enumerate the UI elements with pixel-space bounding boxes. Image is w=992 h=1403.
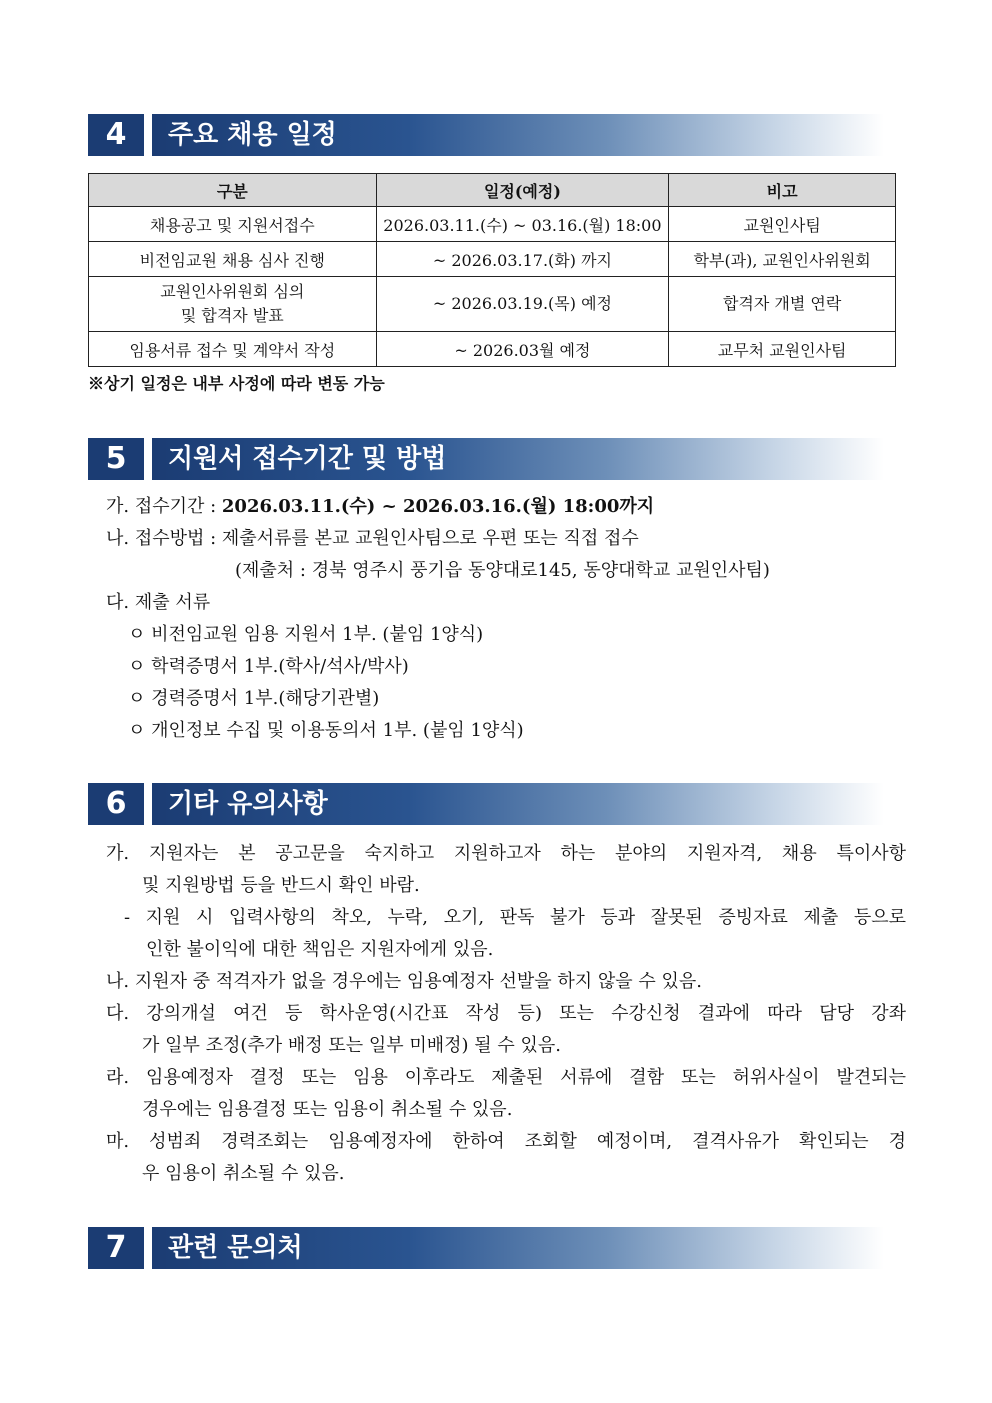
section-5-header	[88, 438, 884, 480]
table-row	[89, 207, 896, 242]
section-number: 4	[88, 114, 144, 156]
doc-item: ㅇ 비전임교원 임용 지원서 1부. (붙임 1양식)	[128, 624, 484, 645]
table-cell: 합격자 개별 연락	[669, 277, 896, 332]
notice-line: 우 임용이 취소될 수 있음.	[142, 1163, 345, 1184]
period-label: 가. 접수기간 :	[106, 496, 222, 517]
section-number: 5	[88, 438, 144, 480]
notice-line: 및 지원방법 등을 반드시 확인 바람.	[142, 875, 420, 896]
notice-line: 경우에는 임용결정 또는 임용이 취소될 수 있음.	[142, 1099, 513, 1120]
period-value: 2026.03.11.(수) ~ 2026.03.16.(월) 18:00까지	[221, 496, 655, 517]
method-line: 나. 접수방법 : 제출서류를 본교 교원인사팀으로 우편 또는 직접 접수	[106, 528, 639, 549]
table-cell: 학부(과), 교원인사위원회	[669, 242, 896, 277]
column-header: 일정(예정)	[376, 174, 669, 207]
table-cell: 교무처 교원인사팀	[669, 332, 896, 367]
table-cell: 2026.03.11.(수) ~ 03.16.(월) 18:00	[376, 207, 669, 242]
docs-title: 다. 제출 서류	[106, 592, 211, 613]
table-row	[89, 242, 896, 277]
section-title: 주요 채용 일정	[152, 114, 884, 156]
notice-line: 마. 성범죄 경력조회는 임용예정자에 한하여 조회할 예정이며, 결격사유가 확인되는 경	[106, 1131, 906, 1152]
schedule-note: ※상기 일정은 내부 사정에 따라 변동 가능	[88, 374, 385, 393]
table-cell: ~ 2026.03.17.(화) 까지	[376, 242, 669, 277]
notice-line: 가. 지원자는 본 공고문을 숙지하고 지원하고자 하는 분야의 지원자격, 채용 특이사항	[106, 843, 906, 864]
notice-line: 가 일부 조정(추가 배정 또는 일부 미배정) 될 수 있음.	[142, 1035, 562, 1056]
doc-item: ㅇ 개인정보 수집 및 이용동의서 1부. (붙임 1양식)	[128, 720, 524, 741]
table-cell: ~ 2026.03월 예정	[376, 332, 669, 367]
cell-line: 교원인사위원회 심의	[160, 282, 305, 301]
notice-line: 다. 강의개설 여건 등 학사운영(시간표 작성 등) 또는 수강신청 결과에 따라 담당 강좌	[106, 1003, 906, 1024]
section-6-header	[88, 783, 884, 825]
cell-line: 및 합격자 발표	[180, 306, 284, 325]
section-title: 지원서 접수기간 및 방법	[152, 438, 884, 480]
table-cell	[89, 277, 377, 332]
table-cell: 교원인사팀	[669, 207, 896, 242]
table-cell: 채용공고 및 지원서접수	[89, 207, 377, 242]
table-row	[89, 277, 896, 332]
schedule-table	[88, 173, 896, 367]
notice-line: 인한 불이익에 대한 책임은 지원자에게 있음.	[146, 939, 494, 960]
column-header: 비고	[669, 174, 896, 207]
column-header: 구분	[89, 174, 377, 207]
table-cell: 비전임교원 채용 심사 진행	[89, 242, 377, 277]
section-7-header	[88, 1227, 884, 1269]
notice-line: 라. 임용예정자 결정 또는 임용 이후라도 제출된 서류에 결함 또는 허위사실이 발견되는	[106, 1067, 906, 1088]
section-number: 7	[88, 1227, 144, 1269]
doc-item: ㅇ 학력증명서 1부.(학사/석사/박사)	[128, 656, 409, 677]
notice-line: 나. 지원자 중 적격자가 없을 경우에는 임용예정자 선발을 하지 않을 수 있음.	[106, 971, 703, 992]
doc-item: ㅇ 경력증명서 1부.(해당기관별)	[128, 688, 380, 709]
notice-line: - 지원 시 입력사항의 착오, 누락, 오기, 판독 불가 등과 잘못된 증빙자료 제출 등으로	[124, 907, 906, 928]
section-title: 기타 유의사항	[152, 783, 884, 825]
address-line: (제출처 : 경북 영주시 풍기읍 동양대로145, 동양대학교 교원인사팀)	[235, 560, 770, 581]
table-header-row	[89, 174, 896, 207]
table-cell: ~ 2026.03.19.(목) 예정	[376, 277, 669, 332]
section-number: 6	[88, 783, 144, 825]
period-line	[106, 492, 654, 518]
table-row	[89, 332, 896, 367]
section-4-header	[88, 114, 884, 156]
table-cell: 임용서류 접수 및 계약서 작성	[89, 332, 377, 367]
section-title: 관련 문의처	[152, 1227, 884, 1269]
